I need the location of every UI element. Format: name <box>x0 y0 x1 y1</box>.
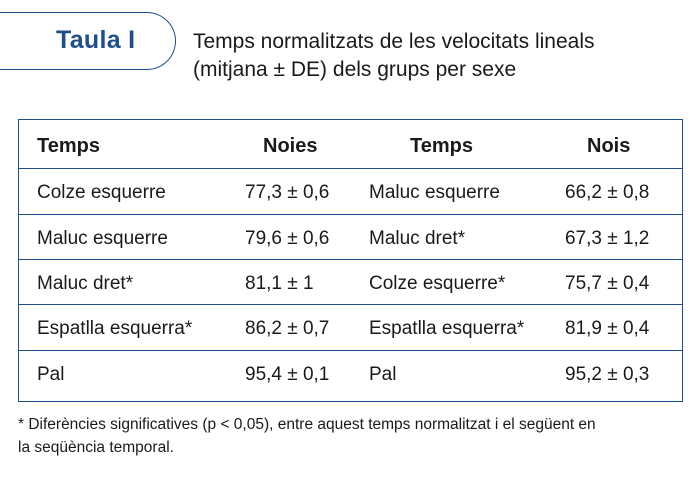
cell-boys-segment: Pal <box>369 364 397 385</box>
header-cell-nois: Nois <box>587 135 631 157</box>
cell-girls-segment: Pal <box>37 364 65 385</box>
table-header-row <box>19 123 682 168</box>
cell-boys-value: 81,9 ± 0,4 <box>565 318 650 339</box>
cell-boys-segment: Colze esquerre* <box>369 273 506 294</box>
footnote-line-2: la seqüència temporal. <box>18 439 174 456</box>
table-title-line-1: Temps normalitzats de les velocitats lineals <box>193 30 595 53</box>
table-header <box>0 0 700 81</box>
cell-boys-segment: Espatlla esquerra* <box>369 318 525 339</box>
header-cell-temps-girls: Temps <box>37 135 100 157</box>
data-table <box>18 119 683 402</box>
header-cell-temps-boys: Temps <box>410 135 473 157</box>
table-footnote <box>18 413 694 459</box>
table-row <box>19 168 682 213</box>
cell-girls-segment: Espatlla esquerra* <box>37 318 193 339</box>
cell-girls-segment: Colze esquerre <box>37 182 166 203</box>
cell-boys-value: 67,3 ± 1,2 <box>565 228 650 249</box>
cell-boys-segment: Maluc dret* <box>369 228 466 249</box>
table-number-label: Taula I <box>56 26 136 54</box>
table-row <box>19 259 682 304</box>
cell-girls-segment: Maluc esquerre <box>37 228 168 249</box>
cell-boys-segment: Maluc esquerre <box>369 182 500 203</box>
table-row <box>19 214 682 259</box>
cell-girls-value: 77,3 ± 0,6 <box>245 182 330 203</box>
cell-girls-segment: Maluc dret* <box>37 273 134 294</box>
cell-girls-value: 79,6 ± 0,6 <box>245 228 330 249</box>
table-title-line-2: (mitjana ± DE) dels grups per sexe <box>193 58 517 81</box>
table-row <box>19 350 682 395</box>
cell-boys-value: 95,2 ± 0,3 <box>565 364 650 385</box>
cell-boys-value: 75,7 ± 0,4 <box>565 273 650 294</box>
cell-girls-value: 86,2 ± 0,7 <box>245 318 330 339</box>
footnote-line-1: * Diferències significatives (p < 0,05), entre aquest temps normalitzat i el següent en <box>18 416 596 433</box>
cell-boys-value: 66,2 ± 0,8 <box>565 182 650 203</box>
table-title <box>193 28 693 84</box>
cell-girls-value: 81,1 ± 1 <box>245 273 314 294</box>
table-row <box>19 304 682 349</box>
header-cell-noies: Noies <box>263 135 318 157</box>
cell-girls-value: 95,4 ± 0,1 <box>245 364 330 385</box>
